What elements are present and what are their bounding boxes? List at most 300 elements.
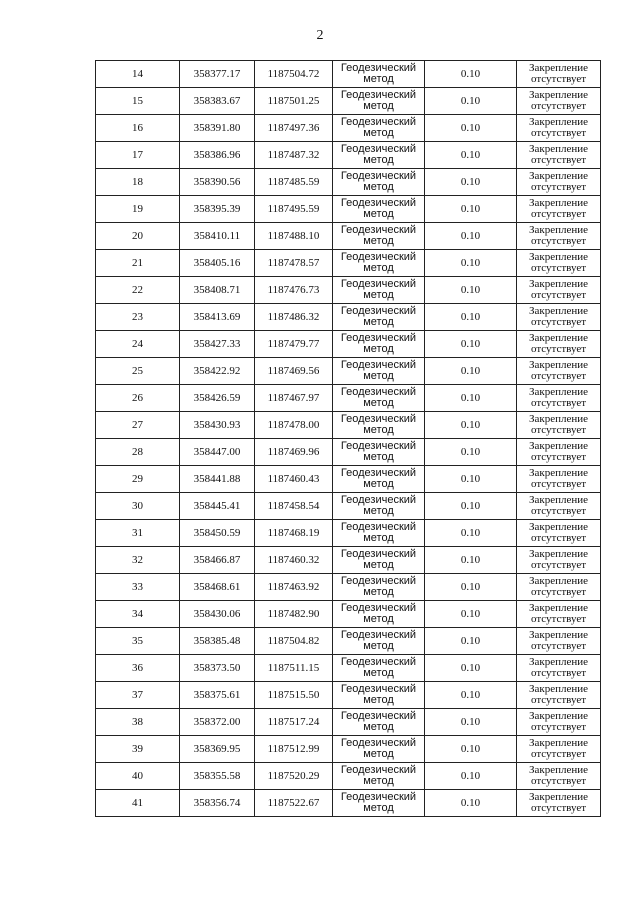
fixing-cell-line1: Закрепление — [528, 521, 589, 533]
method-cell-line1: Геодезический — [340, 116, 417, 128]
x-coordinate-cell: 358410.11 — [180, 223, 255, 250]
table-row — [96, 277, 601, 304]
method-cell-line2: метод — [363, 397, 394, 409]
method-cell-line2: метод — [363, 127, 394, 139]
accuracy-cell: 0.10 — [425, 520, 517, 547]
accuracy-cell: 0.10 — [425, 682, 517, 709]
fixing-cell-line1: Закрепление — [528, 386, 589, 398]
y-coordinate-cell: 1187487.32 — [255, 142, 333, 169]
fixing-cell-line2: отсутствует — [530, 289, 587, 301]
method-cell-line2: метод — [363, 208, 394, 220]
fixing-cell-line1: Закрепление — [528, 440, 589, 452]
method-cell-line2: метод — [363, 154, 394, 166]
fixing-cell — [517, 304, 601, 331]
fixing-cell — [517, 574, 601, 601]
method-cell-line2: метод — [363, 748, 394, 760]
fixing-cell-line2: отсутствует — [530, 397, 587, 409]
accuracy-cell: 0.10 — [425, 88, 517, 115]
method-cell — [333, 412, 425, 439]
table-row — [96, 520, 601, 547]
point-number-cell: 27 — [96, 412, 180, 439]
y-coordinate-cell: 1187504.72 — [255, 61, 333, 88]
x-coordinate-cell: 358450.59 — [180, 520, 255, 547]
fixing-cell-line1: Закрепление — [528, 116, 589, 128]
accuracy-cell: 0.10 — [425, 493, 517, 520]
fixing-cell-line2: отсутствует — [530, 478, 587, 490]
method-cell-line1: Геодезический — [340, 467, 417, 479]
y-coordinate-cell: 1187497.36 — [255, 115, 333, 142]
method-cell-line2: метод — [363, 802, 394, 814]
point-number-cell: 34 — [96, 601, 180, 628]
table-row — [96, 655, 601, 682]
method-cell-line2: метод — [363, 262, 394, 274]
method-cell — [333, 574, 425, 601]
method-cell-line2: метод — [363, 505, 394, 517]
y-coordinate-cell: 1187460.32 — [255, 547, 333, 574]
method-cell-line1: Геодезический — [340, 413, 417, 425]
fixing-cell — [517, 466, 601, 493]
accuracy-cell: 0.10 — [425, 142, 517, 169]
fixing-cell-line1: Закрепление — [528, 89, 589, 101]
table-row — [96, 61, 601, 88]
x-coordinate-cell: 358395.39 — [180, 196, 255, 223]
fixing-cell-line1: Закрепление — [528, 278, 589, 290]
method-cell-line1: Геодезический — [340, 143, 417, 155]
fixing-cell — [517, 385, 601, 412]
fixing-cell-line1: Закрепление — [528, 251, 589, 263]
y-coordinate-cell: 1187478.57 — [255, 250, 333, 277]
y-coordinate-cell: 1187520.29 — [255, 763, 333, 790]
fixing-cell-line2: отсутствует — [530, 154, 587, 166]
y-coordinate-cell: 1187482.90 — [255, 601, 333, 628]
method-cell-line2: метод — [363, 316, 394, 328]
method-cell — [333, 736, 425, 763]
y-coordinate-cell: 1187479.77 — [255, 331, 333, 358]
x-coordinate-cell: 358385.48 — [180, 628, 255, 655]
method-cell-line2: метод — [363, 181, 394, 193]
fixing-cell-line2: отсутствует — [530, 586, 587, 598]
method-cell — [333, 385, 425, 412]
table-row — [96, 115, 601, 142]
accuracy-cell: 0.10 — [425, 331, 517, 358]
method-cell — [333, 169, 425, 196]
accuracy-cell: 0.10 — [425, 655, 517, 682]
x-coordinate-cell: 358427.33 — [180, 331, 255, 358]
method-cell-line2: метод — [363, 343, 394, 355]
fixing-cell-line2: отсутствует — [530, 532, 587, 544]
x-coordinate-cell: 358466.87 — [180, 547, 255, 574]
method-cell-line2: метод — [363, 424, 394, 436]
y-coordinate-cell: 1187460.43 — [255, 466, 333, 493]
coordinates-table — [95, 60, 601, 817]
method-cell-line2: метод — [363, 370, 394, 382]
method-cell-line2: метод — [363, 478, 394, 490]
table-row — [96, 493, 601, 520]
fixing-cell-line1: Закрепление — [528, 629, 589, 641]
fixing-cell-line1: Закрепление — [528, 602, 589, 614]
method-cell — [333, 763, 425, 790]
y-coordinate-cell: 1187469.56 — [255, 358, 333, 385]
method-cell — [333, 439, 425, 466]
y-coordinate-cell: 1187478.00 — [255, 412, 333, 439]
fixing-cell — [517, 250, 601, 277]
y-coordinate-cell: 1187512.99 — [255, 736, 333, 763]
x-coordinate-cell: 358408.71 — [180, 277, 255, 304]
method-cell — [333, 790, 425, 817]
x-coordinate-cell: 358375.61 — [180, 682, 255, 709]
table-row — [96, 358, 601, 385]
fixing-cell — [517, 223, 601, 250]
table-row — [96, 196, 601, 223]
fixing-cell-line1: Закрепление — [528, 62, 589, 74]
x-coordinate-cell: 358413.69 — [180, 304, 255, 331]
method-cell-line1: Геодезический — [340, 710, 417, 722]
y-coordinate-cell: 1187463.92 — [255, 574, 333, 601]
method-cell-line2: метод — [363, 73, 394, 85]
x-coordinate-cell: 358468.61 — [180, 574, 255, 601]
method-cell — [333, 88, 425, 115]
method-cell-line2: метод — [363, 451, 394, 463]
fixing-cell — [517, 358, 601, 385]
fixing-cell-line2: отсутствует — [530, 127, 587, 139]
point-number-cell: 18 — [96, 169, 180, 196]
table-row — [96, 682, 601, 709]
y-coordinate-cell: 1187515.50 — [255, 682, 333, 709]
fixing-cell-line1: Закрепление — [528, 575, 589, 587]
table-row — [96, 790, 601, 817]
table-row — [96, 547, 601, 574]
method-cell — [333, 61, 425, 88]
method-cell-line2: метод — [363, 613, 394, 625]
fixing-cell-line2: отсутствует — [530, 181, 587, 193]
method-cell-line2: метод — [363, 289, 394, 301]
method-cell — [333, 223, 425, 250]
table-row — [96, 385, 601, 412]
x-coordinate-cell: 358430.06 — [180, 601, 255, 628]
accuracy-cell: 0.10 — [425, 790, 517, 817]
x-coordinate-cell: 358391.80 — [180, 115, 255, 142]
method-cell-line1: Геодезический — [340, 602, 417, 614]
fixing-cell — [517, 763, 601, 790]
method-cell-line1: Геодезический — [340, 332, 417, 344]
accuracy-cell: 0.10 — [425, 601, 517, 628]
fixing-cell-line1: Закрепление — [528, 656, 589, 668]
x-coordinate-cell: 358390.56 — [180, 169, 255, 196]
accuracy-cell: 0.10 — [425, 412, 517, 439]
y-coordinate-cell: 1187504.82 — [255, 628, 333, 655]
point-number-cell: 30 — [96, 493, 180, 520]
method-cell-line1: Геодезический — [340, 197, 417, 209]
table-row — [96, 439, 601, 466]
table-row — [96, 250, 601, 277]
y-coordinate-cell: 1187476.73 — [255, 277, 333, 304]
method-cell — [333, 358, 425, 385]
fixing-cell — [517, 115, 601, 142]
y-coordinate-cell: 1187495.59 — [255, 196, 333, 223]
method-cell-line2: метод — [363, 694, 394, 706]
fixing-cell — [517, 412, 601, 439]
method-cell — [333, 547, 425, 574]
accuracy-cell: 0.10 — [425, 574, 517, 601]
x-coordinate-cell: 358383.67 — [180, 88, 255, 115]
x-coordinate-cell: 358356.74 — [180, 790, 255, 817]
accuracy-cell: 0.10 — [425, 709, 517, 736]
fixing-cell-line2: отсутствует — [530, 802, 587, 814]
fixing-cell-line1: Закрепление — [528, 413, 589, 425]
fixing-cell — [517, 682, 601, 709]
table-row — [96, 169, 601, 196]
fixing-cell-line2: отсутствует — [530, 370, 587, 382]
point-number-cell: 33 — [96, 574, 180, 601]
method-cell-line2: метод — [363, 100, 394, 112]
fixing-cell-line1: Закрепление — [528, 710, 589, 722]
point-number-cell: 40 — [96, 763, 180, 790]
fixing-cell-line2: отсутствует — [530, 451, 587, 463]
method-cell-line1: Геодезический — [340, 62, 417, 74]
fixing-cell-line1: Закрепление — [528, 737, 589, 749]
point-number-cell: 39 — [96, 736, 180, 763]
method-cell-line2: метод — [363, 775, 394, 787]
table-row — [96, 709, 601, 736]
x-coordinate-cell: 358422.92 — [180, 358, 255, 385]
fixing-cell — [517, 331, 601, 358]
method-cell — [333, 304, 425, 331]
method-cell-line1: Геодезический — [340, 683, 417, 695]
method-cell — [333, 520, 425, 547]
y-coordinate-cell: 1187517.24 — [255, 709, 333, 736]
method-cell-line2: метод — [363, 721, 394, 733]
fixing-cell — [517, 439, 601, 466]
method-cell-line1: Геодезический — [340, 764, 417, 776]
fixing-cell-line1: Закрепление — [528, 332, 589, 344]
accuracy-cell: 0.10 — [425, 61, 517, 88]
fixing-cell-line2: отсутствует — [530, 424, 587, 436]
fixing-cell-line2: отсутствует — [530, 100, 587, 112]
method-cell — [333, 601, 425, 628]
fixing-cell-line1: Закрепление — [528, 467, 589, 479]
method-cell — [333, 466, 425, 493]
table-row — [96, 763, 601, 790]
method-cell-line2: метод — [363, 235, 394, 247]
point-number-cell: 22 — [96, 277, 180, 304]
point-number-cell: 29 — [96, 466, 180, 493]
point-number-cell: 35 — [96, 628, 180, 655]
method-cell — [333, 493, 425, 520]
fixing-cell — [517, 196, 601, 223]
accuracy-cell: 0.10 — [425, 277, 517, 304]
method-cell-line2: метод — [363, 640, 394, 652]
fixing-cell-line1: Закрепление — [528, 197, 589, 209]
method-cell-line1: Геодезический — [340, 170, 417, 182]
fixing-cell — [517, 520, 601, 547]
fixing-cell-line1: Закрепление — [528, 143, 589, 155]
method-cell-line2: метод — [363, 559, 394, 571]
method-cell-line1: Геодезический — [340, 521, 417, 533]
accuracy-cell: 0.10 — [425, 466, 517, 493]
y-coordinate-cell: 1187458.54 — [255, 493, 333, 520]
accuracy-cell: 0.10 — [425, 628, 517, 655]
method-cell — [333, 709, 425, 736]
accuracy-cell: 0.10 — [425, 385, 517, 412]
point-number-cell: 17 — [96, 142, 180, 169]
y-coordinate-cell: 1187501.25 — [255, 88, 333, 115]
fixing-cell — [517, 142, 601, 169]
table-row — [96, 466, 601, 493]
method-cell — [333, 250, 425, 277]
fixing-cell-line1: Закрепление — [528, 305, 589, 317]
method-cell-line1: Геодезический — [340, 89, 417, 101]
point-number-cell: 31 — [96, 520, 180, 547]
method-cell — [333, 682, 425, 709]
point-number-cell: 14 — [96, 61, 180, 88]
method-cell — [333, 277, 425, 304]
x-coordinate-cell: 358447.00 — [180, 439, 255, 466]
accuracy-cell: 0.10 — [425, 169, 517, 196]
fixing-cell-line1: Закрепление — [528, 170, 589, 182]
x-coordinate-cell: 358372.00 — [180, 709, 255, 736]
point-number-cell: 32 — [96, 547, 180, 574]
fixing-cell-line2: отсутствует — [530, 775, 587, 787]
method-cell-line1: Геодезический — [340, 305, 417, 317]
fixing-cell-line2: отсутствует — [530, 613, 587, 625]
fixing-cell-line2: отсутствует — [530, 208, 587, 220]
table-row — [96, 601, 601, 628]
method-cell-line1: Геодезический — [340, 278, 417, 290]
fixing-cell-line1: Закрепление — [528, 359, 589, 371]
table-row — [96, 412, 601, 439]
x-coordinate-cell: 358426.59 — [180, 385, 255, 412]
point-number-cell: 25 — [96, 358, 180, 385]
method-cell-line2: метод — [363, 532, 394, 544]
accuracy-cell: 0.10 — [425, 250, 517, 277]
method-cell-line1: Геодезический — [340, 737, 417, 749]
table-row — [96, 628, 601, 655]
fixing-cell-line1: Закрепление — [528, 224, 589, 236]
fixing-cell-line2: отсутствует — [530, 343, 587, 355]
point-number-cell: 19 — [96, 196, 180, 223]
method-cell — [333, 142, 425, 169]
accuracy-cell: 0.10 — [425, 547, 517, 574]
table-row — [96, 304, 601, 331]
point-number-cell: 28 — [96, 439, 180, 466]
fixing-cell-line2: отсутствует — [530, 505, 587, 517]
fixing-cell — [517, 628, 601, 655]
x-coordinate-cell: 358445.41 — [180, 493, 255, 520]
x-coordinate-cell: 358405.16 — [180, 250, 255, 277]
x-coordinate-cell: 358441.88 — [180, 466, 255, 493]
accuracy-cell: 0.10 — [425, 736, 517, 763]
point-number-cell: 16 — [96, 115, 180, 142]
fixing-cell-line2: отсутствует — [530, 559, 587, 571]
accuracy-cell: 0.10 — [425, 763, 517, 790]
x-coordinate-cell: 358377.17 — [180, 61, 255, 88]
fixing-cell — [517, 736, 601, 763]
x-coordinate-cell: 358386.96 — [180, 142, 255, 169]
fixing-cell-line1: Закрепление — [528, 494, 589, 506]
point-number-cell: 36 — [96, 655, 180, 682]
fixing-cell-line1: Закрепление — [528, 548, 589, 560]
method-cell-line1: Геодезический — [340, 548, 417, 560]
table-row — [96, 88, 601, 115]
fixing-cell-line1: Закрепление — [528, 791, 589, 803]
fixing-cell — [517, 277, 601, 304]
method-cell-line1: Геодезический — [340, 224, 417, 236]
method-cell-line1: Геодезический — [340, 440, 417, 452]
x-coordinate-cell: 358369.95 — [180, 736, 255, 763]
fixing-cell-line2: отсутствует — [530, 73, 587, 85]
fixing-cell-line1: Закрепление — [528, 683, 589, 695]
fixing-cell-line2: отсутствует — [530, 262, 587, 274]
accuracy-cell: 0.10 — [425, 223, 517, 250]
method-cell-line1: Геодезический — [340, 629, 417, 641]
accuracy-cell: 0.10 — [425, 304, 517, 331]
fixing-cell-line2: отсутствует — [530, 640, 587, 652]
point-number-cell: 26 — [96, 385, 180, 412]
method-cell — [333, 115, 425, 142]
fixing-cell-line1: Закрепление — [528, 764, 589, 776]
fixing-cell — [517, 790, 601, 817]
method-cell-line1: Геодезический — [340, 656, 417, 668]
method-cell — [333, 628, 425, 655]
point-number-cell: 21 — [96, 250, 180, 277]
accuracy-cell: 0.10 — [425, 358, 517, 385]
point-number-cell: 41 — [96, 790, 180, 817]
accuracy-cell: 0.10 — [425, 196, 517, 223]
fixing-cell — [517, 709, 601, 736]
point-number-cell: 24 — [96, 331, 180, 358]
fixing-cell — [517, 547, 601, 574]
method-cell — [333, 655, 425, 682]
x-coordinate-cell: 358355.58 — [180, 763, 255, 790]
fixing-cell — [517, 169, 601, 196]
x-coordinate-cell: 358430.93 — [180, 412, 255, 439]
y-coordinate-cell: 1187467.97 — [255, 385, 333, 412]
method-cell-line1: Геодезический — [340, 386, 417, 398]
method-cell — [333, 331, 425, 358]
method-cell — [333, 196, 425, 223]
fixing-cell — [517, 655, 601, 682]
method-cell-line1: Геодезический — [340, 251, 417, 263]
y-coordinate-cell: 1187469.96 — [255, 439, 333, 466]
method-cell-line1: Геодезический — [340, 359, 417, 371]
fixing-cell — [517, 493, 601, 520]
table-row — [96, 331, 601, 358]
method-cell-line1: Геодезический — [340, 494, 417, 506]
y-coordinate-cell: 1187511.15 — [255, 655, 333, 682]
method-cell-line2: метод — [363, 586, 394, 598]
fixing-cell — [517, 601, 601, 628]
accuracy-cell: 0.10 — [425, 115, 517, 142]
fixing-cell-line2: отсутствует — [530, 667, 587, 679]
y-coordinate-cell: 1187486.32 — [255, 304, 333, 331]
coordinates-table-body — [96, 61, 601, 817]
x-coordinate-cell: 358373.50 — [180, 655, 255, 682]
fixing-cell — [517, 88, 601, 115]
point-number-cell: 38 — [96, 709, 180, 736]
point-number-cell: 37 — [96, 682, 180, 709]
fixing-cell-line2: отсутствует — [530, 235, 587, 247]
fixing-cell — [517, 61, 601, 88]
page-number: 2 — [316, 28, 324, 43]
method-cell-line1: Геодезический — [340, 791, 417, 803]
method-cell-line2: метод — [363, 667, 394, 679]
table-row — [96, 223, 601, 250]
fixing-cell-line2: отсутствует — [530, 316, 587, 328]
point-number-cell: 15 — [96, 88, 180, 115]
accuracy-cell: 0.10 — [425, 439, 517, 466]
y-coordinate-cell: 1187488.10 — [255, 223, 333, 250]
table-row — [96, 574, 601, 601]
